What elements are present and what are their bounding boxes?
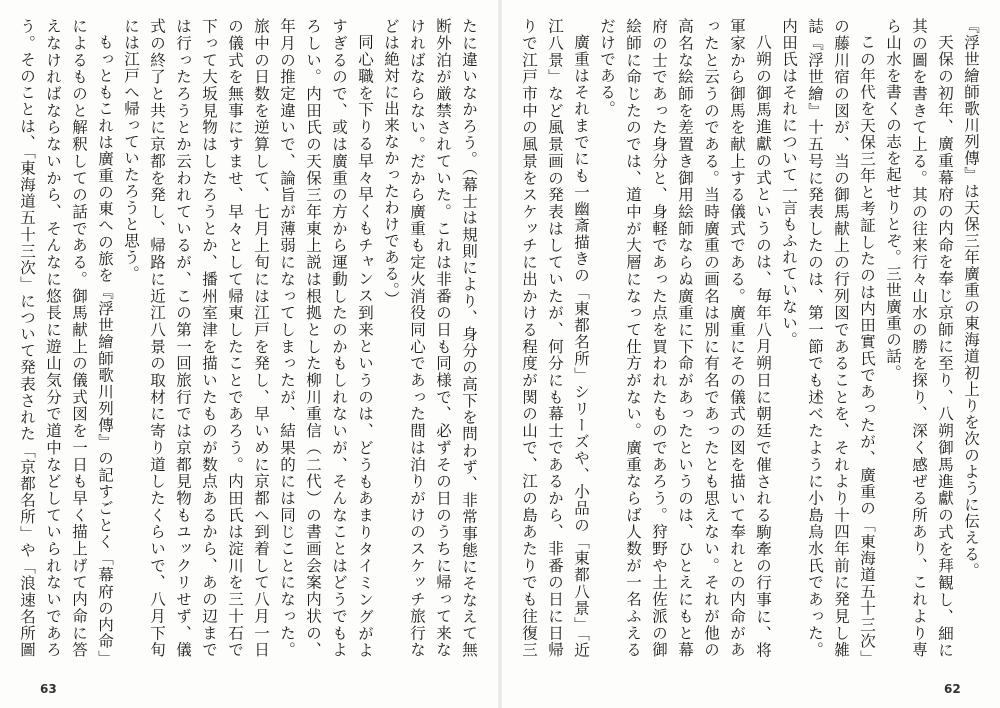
paragraph: 『浮世繪師歌川列傳』は天保三年廣重の東海道初上りを次のように伝える。 — [962, 18, 980, 579]
paragraph: 廣重はそれまでにも一幽斎描きの「東都名所」シリーズや、小品の「東都八景」「近江八景」など風景画の発表はしていたが、何分にも幕士であるから、非番の日に日帰りで江戸市中の風景をスケッチに出かける程度が関の山で、江の島あたりでも往復三 — [520, 18, 590, 658]
paragraph: 天保の初年、廣重幕府の内命を奉じ京師に至り、八朔御馬進獻の式を拜観し、細に其の圖を書きて上る。其の往来行々山水の勝を探り、深く感ぜる所あり、これより専ら山水を書くの志を起せりとぞ。三世廣重の話。 — [884, 18, 954, 658]
paragraph: もっともこれは廣重の東への旅を『浮世繪師歌川列傳』の記すごとく「幕府の内命」によるものと解釈しての話である。御馬献上の儀式図を一日も早く描上げて内命に答えなければならないから、そんなに悠長に遊山気分で道中などしていられないであろう。そのことは、「東海道五十三次」について発表された「京都名所」や「浪速名所圖 — [18, 18, 114, 658]
page-left-text — [12, 18, 482, 658]
paragraph: たに違いなかろう。（幕士は規則により、身分の高下を問わず、非常事態にそなえて無断外泊が厳禁されていた。これは非番の日も同様で、必ずその日のうちに帰って来なければならない。だから廣重も定火消役同心であった間は泊りがけのスケッチ旅行などは絶対に出来なかったわけである。） — [382, 18, 478, 658]
paragraph: この年代を天保三年と考証したのは内田實氏であったが、廣重の「東海道五十三次」の藤川宿の図が、当の御馬献上の行列図であることを、それより十四年前に発見し雑誌『浮世繪』十五号に発表したのは、第一節でも述べたように小島烏水氏であった。内田氏はそれについて一言もふれていない。 — [780, 18, 876, 658]
paragraph: 同心職を下りる早々早くもチャンス到来というのは、どうもあまりタイミングがよすぎるので、或は廣重の方から運動したのかもしれないが、そんなことはどうでもよろしい。内田氏の天保三年東上説は根拠とした柳川重信（二代）の書画会案内状の、年月の推定違いで、論旨が薄弱になってしまったが、結果的には同じことになった。旅中の日数を逆算して、七月上旬には江戸を発し、早いめに京都へ到着して八月一日の儀式を無事にすませ、早々として帰東したことであろう。内田氏は淀川を三十石で下って大坂見物はしたろうとか、播州室津を描いたものが数点あるから、あの辺までは行ったろうとか云われているが、この第一回旅行では京都見物もユックリせず、儀式の終了と共に京都を発し、帰路に近江八景の取材に寄り道したくらいで、八月下旬には江戸へ帰っていたろうと思う。 — [122, 18, 374, 658]
page-right — [514, 18, 984, 658]
page-left — [12, 18, 482, 658]
paragraph: 八朔の御馬進獻の式というのは、毎年八月朔日に朝廷で催される駒牽の行事に、将軍家から御馬を献上する儀式である。廣重にその儀式の図を描いて奉れとの内命があったと云うのである。当時廣重の画名は別に有名であったとも思えない。それが他の高名な絵師を差置き御用絵師ならぬ廣重に下命があったというのは、ひとえにもと幕府の士であった身分と、身軽であった点を買われたものであろう。狩野や土佐派の御絵師に命じたのでは、道中が大層になって仕方がない。廣重ならば人数が一名ふえるだけである。 — [598, 18, 772, 658]
page-right-text — [514, 18, 984, 658]
page-number-right: 62 — [944, 682, 961, 696]
page-number-left: 63 — [40, 682, 57, 696]
book-gutter — [498, 0, 502, 708]
